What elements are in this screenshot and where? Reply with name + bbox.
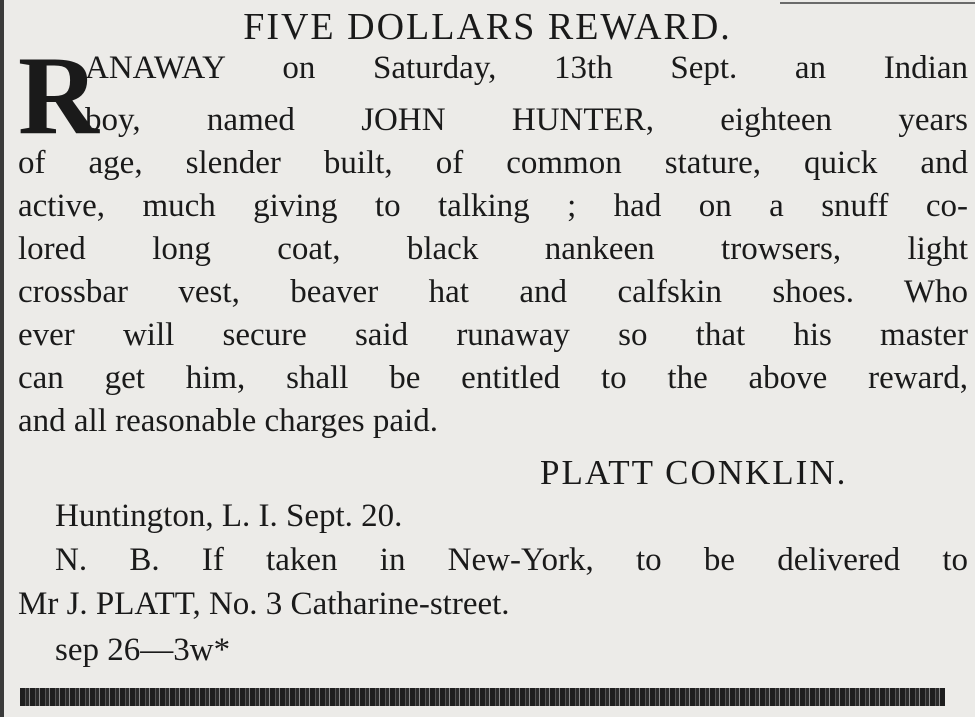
bottom-border-rule [20, 688, 945, 706]
column-rule-left [0, 0, 4, 717]
body-line-9: and all reasonable charges paid. [18, 403, 438, 439]
nb-line-1: N. B. If taken in New-York, to be delivered to [55, 542, 968, 578]
body-line-1: ANAWAY on Saturday, 13th Sept. an Indian [85, 50, 968, 86]
body-line-2: boy, named JOHN HUNTER, eighteen years [85, 102, 968, 138]
body-line-4: active, much giving to talking ; had on a snuff co- [18, 188, 968, 224]
headline: FIVE DOLLARS REWARD. [243, 6, 732, 48]
run-notice: sep 26—3w* [55, 632, 231, 668]
drop-cap: R [18, 34, 99, 158]
body-line-3: of age, slender built, of common stature, quick and [18, 145, 968, 181]
body-line-6: crossbar vest, beaver hat and calfskin shoes. Who [18, 274, 968, 310]
body-line-7: ever will secure said runaway so that his master [18, 317, 968, 353]
signature: PLATT CONKLIN. [540, 453, 848, 492]
dateline: Huntington, L. I. Sept. 20. [55, 498, 403, 534]
nb-line-2: Mr J. PLATT, No. 3 Catharine-street. [18, 586, 510, 622]
body-line-5: lored long coat, black nankeen trowsers, light [18, 231, 968, 267]
body-line-8: can get him, shall be entitled to the above reward, [18, 360, 968, 396]
